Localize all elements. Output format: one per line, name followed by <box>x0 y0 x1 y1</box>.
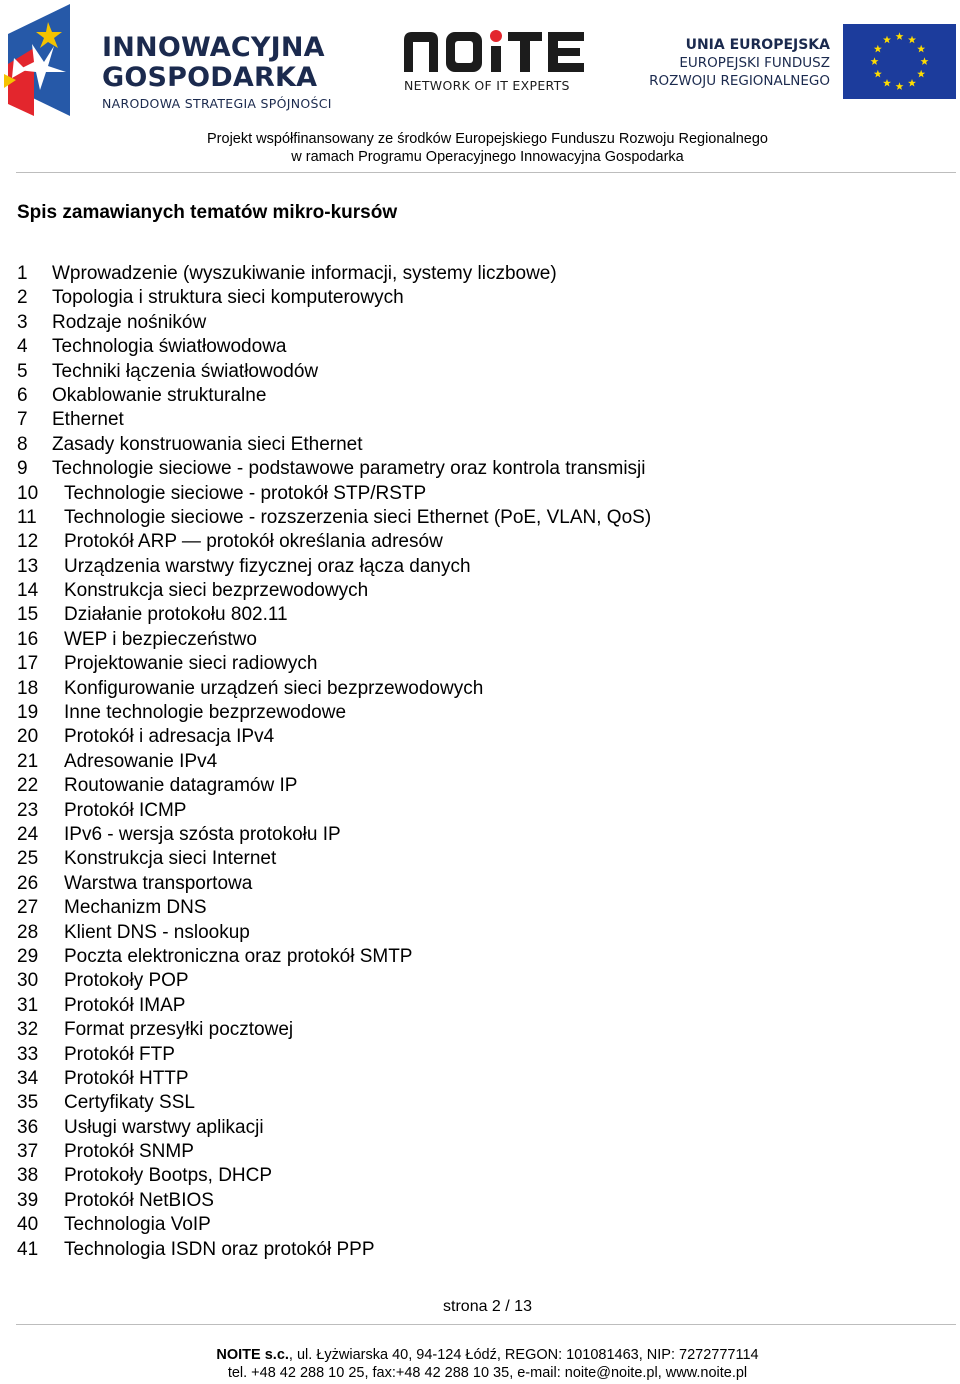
topic-item <box>17 628 651 652</box>
noite-tagline: NETWORK OF IT EXPERTS <box>404 78 570 93</box>
ig-logo-mark-icon <box>4 4 96 116</box>
topic-title: Projektowanie sieci radiowych <box>64 653 318 675</box>
topic-title: Okablowanie strukturalne <box>52 384 267 406</box>
topic-number: 24 <box>17 823 39 845</box>
topic-item <box>17 603 651 627</box>
topic-title: IPv6 - wersja szósta protokołu IP <box>64 823 341 845</box>
topic-title: Technologie sieciowe - protokół STP/RSTP <box>64 482 427 504</box>
topic-number: 36 <box>17 1116 39 1138</box>
topic-title: Mechanizm DNS <box>64 897 207 919</box>
topic-item <box>17 506 651 530</box>
topic-number: 18 <box>17 677 39 699</box>
footer-divider <box>16 1324 956 1325</box>
topic-item <box>17 652 651 676</box>
ig-logo-line-1: INNOWACYJNA <box>102 32 325 63</box>
topic-item <box>17 1091 651 1115</box>
topic-title: Protokoły POP <box>64 970 189 992</box>
topic-item <box>17 262 651 286</box>
topic-item <box>17 969 651 993</box>
topic-item <box>17 1164 651 1188</box>
footer-contact-line: tel. +48 42 288 10 25, fax:+48 42 288 10 35, e-mail: noite@noite.pl, www.noite.pl <box>227 1365 748 1381</box>
project-note <box>0 130 960 166</box>
topic-number: 4 <box>17 336 28 358</box>
topic-number: 16 <box>17 628 39 650</box>
page-title: Spis zamawianych tematów mikro-kursów <box>17 202 398 223</box>
topic-item <box>17 1140 651 1164</box>
topic-title: Protokół SNMP <box>64 1141 194 1163</box>
topic-number: 21 <box>17 750 39 772</box>
topic-item <box>17 1116 651 1140</box>
topic-title: Rodzaje nośników <box>52 311 207 333</box>
topic-item <box>17 896 651 920</box>
topic-item <box>17 701 651 725</box>
topic-title: Certyfikaty SSL <box>64 1092 195 1114</box>
topic-title: Usługi warstwy aplikacji <box>64 1116 264 1138</box>
topic-item <box>17 530 651 554</box>
topic-number: 22 <box>17 775 39 797</box>
topic-item <box>17 994 651 1018</box>
eu-logo-line-1: UNIA EUROPEJSKA <box>685 37 830 53</box>
header-divider <box>16 172 956 173</box>
topic-number: 5 <box>17 360 28 382</box>
topic-title: Technologie sieciowe - podstawowe parametry oraz kontrola transmisji <box>52 458 646 480</box>
page-footer <box>0 1346 960 1382</box>
topic-item <box>17 945 651 969</box>
topic-item <box>17 774 651 798</box>
topic-item <box>17 408 651 432</box>
topics-list <box>17 262 651 1262</box>
eu-logo-text <box>638 36 830 90</box>
topic-number: 41 <box>17 1238 39 1260</box>
topic-number: 13 <box>17 555 39 577</box>
topic-item <box>17 1043 651 1067</box>
topic-number: 11 <box>17 506 37 528</box>
topic-title: Protokół IMAP <box>64 994 186 1016</box>
topic-number: 25 <box>17 848 39 870</box>
topic-title: Protokół FTP <box>64 1043 175 1065</box>
eu-flag-icon <box>843 24 956 99</box>
eu-logo-line-3: ROZWOJU REGIONALNEGO <box>649 73 830 89</box>
topic-title: Protokół i adresacja IPv4 <box>64 726 275 748</box>
topic-title: Adresowanie IPv4 <box>64 750 218 772</box>
topic-number: 7 <box>17 409 28 431</box>
topic-title: Technologie sieciowe - rozszerzenia sieci Ethernet (PoE, VLAN, QoS) <box>64 506 652 528</box>
topic-title: Urządzenia warstwy fizycznej oraz łącza danych <box>64 555 471 577</box>
topic-item <box>17 1189 651 1213</box>
topic-item <box>17 335 651 359</box>
noite-wordmark-icon <box>400 28 590 76</box>
topic-item <box>17 750 651 774</box>
topic-title: Protokół HTTP <box>64 1067 189 1089</box>
topic-title: Format przesyłki pocztowej <box>64 1019 294 1041</box>
topic-item <box>17 1018 651 1042</box>
topic-title: Inne technologie bezprzewodowe <box>64 702 347 724</box>
innowacyjna-gospodarka-logo <box>4 4 354 116</box>
topic-number: 20 <box>17 726 39 748</box>
topic-item <box>17 1067 651 1091</box>
topic-item <box>17 457 651 481</box>
topic-title: Protokół NetBIOS <box>64 1189 214 1211</box>
project-note-line-2: w ramach Programu Operacyjnego Innowacyjna Gospodarka <box>291 149 684 165</box>
topic-item <box>17 725 651 749</box>
topic-title: Zasady konstruowania sieci Ethernet <box>52 433 363 455</box>
topic-number: 29 <box>17 945 39 967</box>
topic-item <box>17 1213 651 1237</box>
topic-title: Klient DNS - nslookup <box>64 921 250 943</box>
topic-number: 26 <box>17 872 39 894</box>
footer-address: , ul. Łyżwiarska 40, 94-124 Łódź, REGON: 101081463, NIP: 7272777114 <box>288 1347 759 1363</box>
topic-title: Topologia i struktura sieci komputerowych <box>52 287 404 309</box>
topic-number: 6 <box>17 384 28 406</box>
topic-number: 34 <box>17 1067 39 1089</box>
topic-number: 33 <box>17 1043 39 1065</box>
topic-number: 37 <box>17 1141 39 1163</box>
topic-number: 14 <box>17 580 39 602</box>
topic-title: Ethernet <box>52 409 124 431</box>
topic-title: Warstwa transportowa <box>64 872 253 894</box>
topic-item <box>17 555 651 579</box>
topic-title: Konfigurowanie urządzeń sieci bezprzewodowych <box>64 677 484 699</box>
project-note-line-1: Projekt współfinansowany ze środków Europejskiego Funduszu Rozwoju Regionalnego <box>207 131 768 147</box>
topic-title: Technologia VoIP <box>64 1214 211 1236</box>
topic-item <box>17 823 651 847</box>
topic-number: 15 <box>17 604 39 626</box>
topic-item <box>17 1238 651 1262</box>
ig-logo-line-2: GOSPODARKA <box>102 62 318 93</box>
topic-item <box>17 384 651 408</box>
topic-item <box>17 311 651 335</box>
topic-title: Technologia ISDN oraz protokół PPP <box>64 1238 375 1260</box>
eu-logo-line-2: EUROPEJSKI FUNDUSZ <box>679 55 830 71</box>
topic-title: Routowanie datagramów IP <box>64 775 298 797</box>
topic-title: Techniki łączenia światłowodów <box>52 360 319 382</box>
footer-company: NOITE s.c. <box>216 1347 289 1363</box>
topic-item <box>17 799 651 823</box>
topic-title: Technologia światłowodowa <box>52 336 287 358</box>
noite-logo <box>400 28 590 98</box>
topic-number: 31 <box>17 994 39 1016</box>
topic-title: Protokoły Bootps, DHCP <box>64 1165 273 1187</box>
topic-number: 39 <box>17 1189 39 1211</box>
topic-title: Protokół ICMP <box>64 799 187 821</box>
topic-number: 10 <box>17 482 39 504</box>
ig-logo-line-3: NARODOWA STRATEGIA SPÓJNOŚCI <box>102 96 332 111</box>
topic-number: 32 <box>17 1019 39 1041</box>
topic-title: Protokół ARP — protokół określania adresów <box>64 531 443 553</box>
topic-number: 27 <box>17 897 39 919</box>
topic-number: 38 <box>17 1165 39 1187</box>
topic-number: 1 <box>17 263 28 284</box>
topic-number: 17 <box>17 653 39 675</box>
topic-item <box>17 433 651 457</box>
topic-item <box>17 872 651 896</box>
topic-title: Poczta elektroniczna oraz protokół SMTP <box>64 945 413 967</box>
topic-item <box>17 677 651 701</box>
topic-item <box>17 847 651 871</box>
topic-number: 9 <box>17 458 28 480</box>
topic-number: 28 <box>17 921 39 943</box>
topic-number: 40 <box>17 1214 39 1236</box>
topic-number: 12 <box>17 531 39 553</box>
topic-item <box>17 286 651 310</box>
topic-number: 3 <box>17 311 28 333</box>
topic-item <box>17 360 651 384</box>
topic-item <box>17 482 651 506</box>
topic-number: 30 <box>17 970 39 992</box>
page-number: strona 2 / 13 <box>443 1298 532 1315</box>
topic-number: 19 <box>17 702 39 724</box>
page-header <box>0 0 960 120</box>
topic-number: 23 <box>17 799 39 821</box>
topic-item <box>17 921 651 945</box>
topic-number: 35 <box>17 1092 39 1114</box>
topic-item <box>17 579 651 603</box>
topic-title: WEP i bezpieczeństwo <box>64 628 257 650</box>
topic-title: Działanie protokołu 802.11 <box>64 604 288 626</box>
topic-title: Wprowadzenie (wyszukiwanie informacji, systemy liczbowe) <box>52 263 557 284</box>
footer-address-line <box>0 1346 960 1364</box>
topic-number: 8 <box>17 433 28 455</box>
topic-title: Konstrukcja sieci Internet <box>64 848 277 870</box>
topic-number: 2 <box>17 287 28 309</box>
topic-title: Konstrukcja sieci bezprzewodowych <box>64 580 369 602</box>
